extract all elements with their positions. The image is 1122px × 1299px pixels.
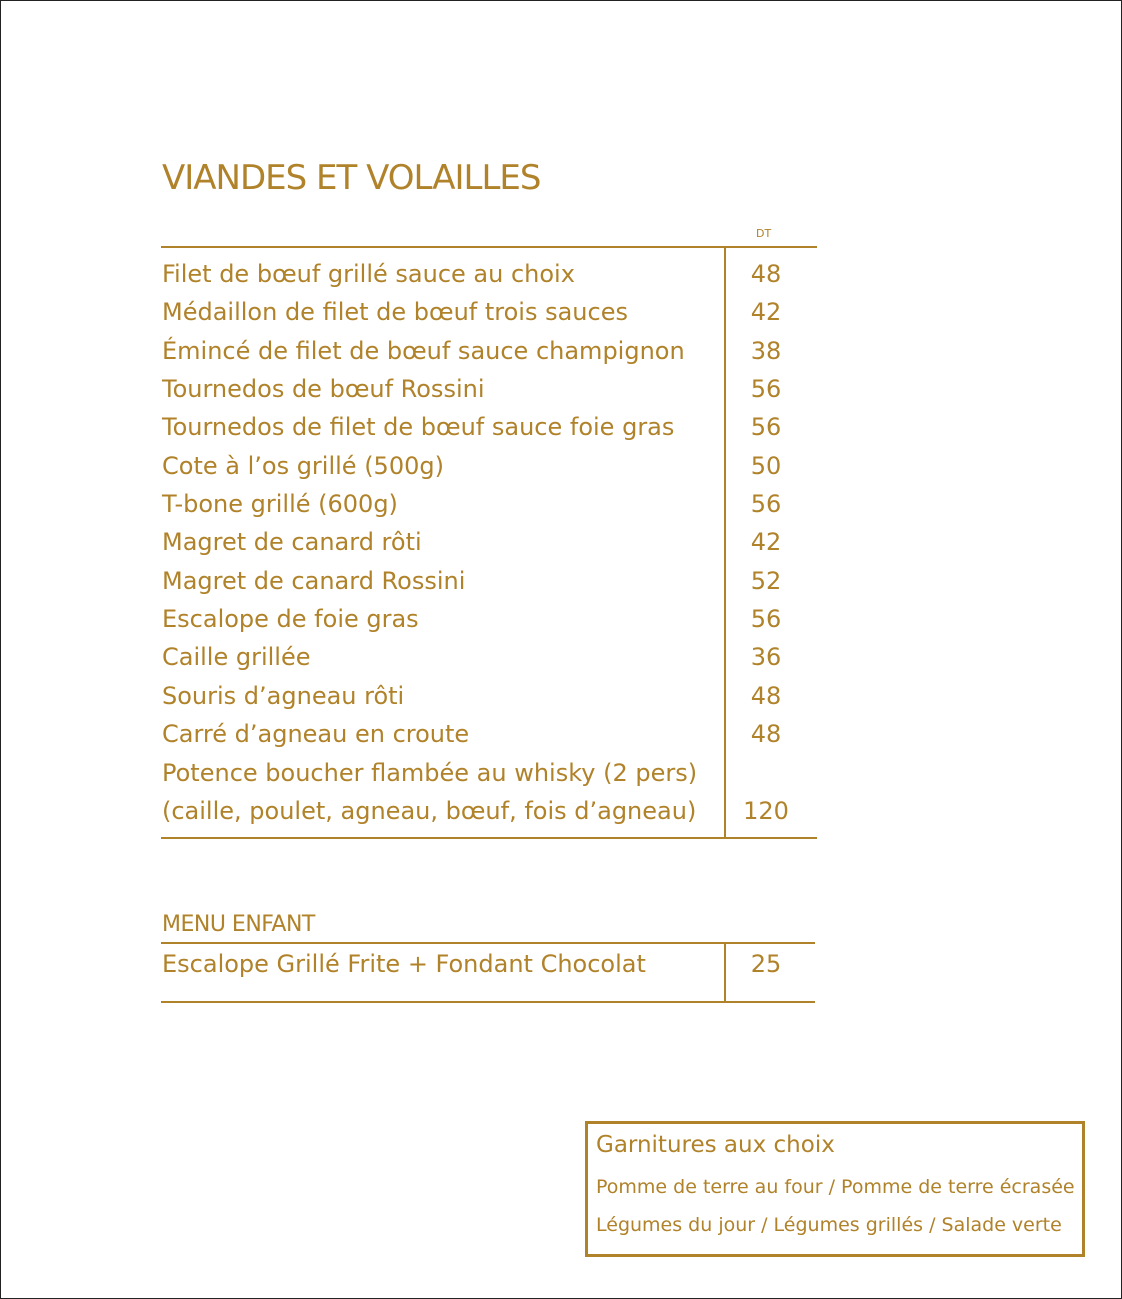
item-name: Carré d’agneau en croute [162, 720, 470, 748]
menu-item [162, 523, 817, 561]
item-name: Souris d’agneau rôti [162, 682, 405, 710]
item-price: 48 [750, 720, 782, 748]
item-name: Magret de canard Rossini [162, 567, 466, 595]
item-price: 56 [750, 375, 782, 403]
item-name: Médaillon de filet de bœuf trois sauces [162, 298, 628, 326]
menu-item [162, 715, 817, 753]
item-name: Filet de bœuf grillé sauce au choix [162, 260, 575, 288]
item-name: Potence boucher flambée au whisky (2 pers) [162, 759, 698, 787]
currency-label: DT [756, 227, 772, 240]
menu-item [162, 485, 817, 523]
item-name: Escalope Grillé Frite + Fondant Chocolat [162, 950, 646, 978]
menu-item [162, 562, 817, 600]
item-price: 56 [750, 490, 782, 518]
item-price: 50 [750, 452, 782, 480]
menu-item [162, 677, 817, 715]
garnitures-box [585, 1121, 1085, 1257]
menu-item [162, 370, 817, 408]
item-price: 38 [750, 337, 782, 365]
garnitures-line: Pomme de terre au four / Pomme de terre écrasée [596, 1176, 1075, 1198]
item-name: Magret de canard rôti [162, 528, 422, 556]
item-price: 56 [750, 413, 782, 441]
menu-item [162, 447, 817, 485]
item-name: Cote à l’os grillé (500g) [162, 452, 444, 480]
kids-bottom-rule [161, 1001, 815, 1003]
item-name: T-bone grillé (600g) [162, 490, 398, 518]
menu-item [162, 255, 817, 293]
menu-item [162, 754, 817, 792]
item-name: Tournedos de bœuf Rossini [162, 375, 485, 403]
item-name: Escalope de foie gras [162, 605, 419, 633]
menu-item [162, 408, 817, 446]
item-name: Caille grillée [162, 643, 311, 671]
menu-item [162, 332, 817, 370]
menu-item [162, 638, 817, 676]
table-bottom-rule [161, 837, 817, 839]
kids-menu-title: MENU ENFANT [162, 912, 315, 937]
item-price: 42 [750, 298, 782, 326]
item-price: 48 [750, 260, 782, 288]
kids-top-rule [161, 942, 815, 944]
menu-item [162, 293, 817, 331]
item-name: (caille, poulet, agneau, bœuf, fois d’agneau) [162, 797, 697, 825]
item-price: 52 [750, 567, 782, 595]
item-price: 48 [750, 682, 782, 710]
table-top-rule [161, 246, 817, 248]
item-name: Émincé de filet de bœuf sauce champignon [162, 337, 685, 365]
menu-item [162, 600, 817, 638]
menu-item [162, 792, 817, 830]
item-price: 36 [750, 643, 782, 671]
item-name: Tournedos de filet de bœuf sauce foie gras [162, 413, 675, 441]
kids-menu-item [162, 945, 817, 983]
item-price: 56 [750, 605, 782, 633]
garnitures-title: Garnitures aux choix [596, 1132, 835, 1158]
item-price: 120 [743, 797, 789, 825]
item-price: 42 [750, 528, 782, 556]
section-title: VIANDES ET VOLAILLES [162, 158, 541, 198]
item-price: 25 [750, 950, 782, 978]
garnitures-line: Légumes du jour / Légumes grillés / Salade verte [596, 1214, 1062, 1236]
